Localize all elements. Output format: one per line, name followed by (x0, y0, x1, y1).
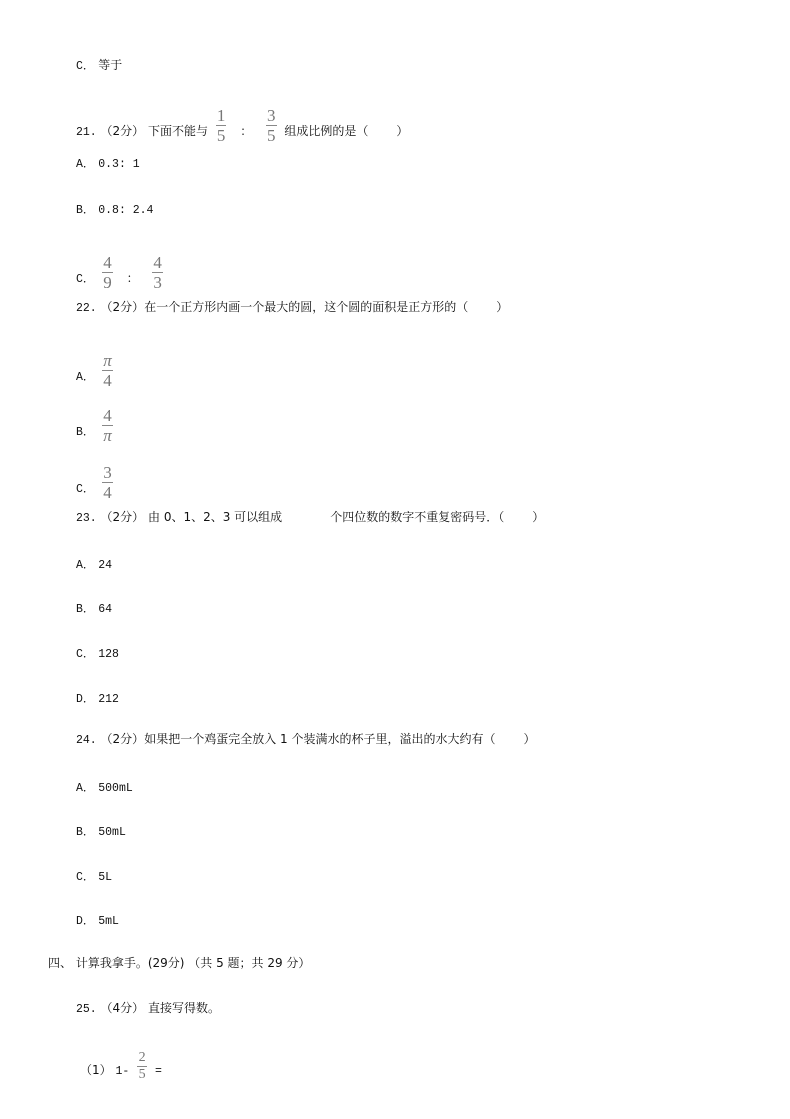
question-stem: 直接写得数。 (148, 1001, 221, 1015)
fraction-3-4: $\frac{3}{4}$ (103, 463, 112, 502)
q21-option-c (76, 253, 167, 297)
fraction-4-9: $\frac{4}{9}$ (103, 253, 112, 292)
fraction-pi-4: $\frac{\pi}{4}$ (103, 351, 112, 390)
option-text: 5mL (98, 915, 119, 928)
q23-option-a (76, 556, 112, 574)
ratio-colon: ： (126, 272, 139, 286)
option-letter: D． (76, 693, 95, 706)
option-letter: D． (76, 915, 95, 928)
question-score: （2分） (100, 124, 145, 138)
question-number: 21. (76, 126, 97, 139)
q22-option-a (76, 351, 117, 395)
question-number: 22. (76, 302, 97, 315)
question-score: （4分） (100, 1001, 145, 1015)
option-letter: C． (76, 483, 95, 496)
question-number: 24. (76, 734, 97, 747)
question-stem-prefix: 下面不能与 (148, 124, 209, 138)
q23-option-d (76, 690, 119, 708)
option-letter: B． (76, 204, 95, 217)
question-score: （2分） (100, 732, 145, 746)
q23-option-c (76, 645, 119, 663)
option-letter: C． (76, 871, 95, 884)
equals-sign: = (154, 1065, 162, 1078)
option-text: 等于 (98, 58, 123, 72)
q24-option-b (76, 823, 126, 841)
q23-stem (76, 509, 544, 527)
fraction-4-3: $\frac{4}{3}$ (153, 253, 162, 292)
q24-stem (76, 731, 535, 749)
q22-option-b (76, 406, 117, 450)
question-stem: 在一个正方形内画一个最大的圆，这个圆的面积是正方形的（ (144, 300, 469, 314)
fraction-1-5: $\frac{1}{5}$ (216, 106, 226, 145)
q25-stem (76, 1000, 220, 1018)
question-number: 25. (76, 1003, 97, 1016)
answer-blank-close: ） (496, 300, 509, 314)
question-stem: 如果把一个鸡蛋完全放入 1 个装满水的杯子里，溢出的水大约有（ (144, 732, 496, 746)
q22-stem (76, 299, 508, 317)
option-letter: C． (76, 60, 95, 73)
option-letter: A． (76, 158, 95, 171)
section-heading (48, 955, 310, 971)
option-letter: A． (76, 782, 95, 795)
q23-option-b (76, 600, 112, 618)
question-stem-suffix: 个四位数的数字不重复密码号．（ (330, 510, 505, 524)
fraction-2-5: $\frac{2}{5}$ (138, 1050, 146, 1082)
answer-blank-close: ） (532, 510, 545, 524)
fraction-4-pi: $\frac{4}{\pi}$ (103, 406, 112, 445)
q24-option-d (76, 912, 119, 930)
option-letter: B． (76, 426, 95, 439)
q21-stem (76, 106, 409, 150)
q21-option-a (76, 155, 140, 173)
option-text: 500mL (98, 782, 133, 795)
option-text: 212 (98, 693, 119, 706)
option-letter: A． (76, 371, 95, 384)
q24-option-c (76, 868, 112, 886)
option-text: 0.8: 2.4 (98, 204, 154, 217)
question-score: （2分） (100, 510, 145, 524)
option-letter: B． (76, 826, 95, 839)
option-letter: B． (76, 603, 95, 616)
q25-subquestion-1 (80, 1050, 162, 1086)
option-text: 5L (98, 871, 113, 884)
q22-option-c (76, 463, 117, 507)
option-letter: C． (76, 273, 95, 286)
option-text: 64 (98, 603, 113, 616)
answer-blank-close: ） (523, 732, 536, 746)
fraction-3-5: $\frac{3}{5}$ (267, 106, 276, 145)
option-text: 0.3: 1 (98, 158, 140, 171)
option-letter: A． (76, 559, 95, 572)
question-stem-prefix: 由 0、1、2、3 可以组成 (148, 510, 283, 524)
question-number: 23. (76, 512, 97, 525)
q24-option-a (76, 779, 133, 797)
expression-prefix: 1- (115, 1065, 130, 1078)
option-text: 128 (98, 648, 119, 661)
question-stem-suffix: 组成比例的是（ (284, 124, 369, 138)
section-title: 四、 计算我拿手。(29分) （共 5 题；共 29 分） (48, 956, 311, 970)
option-text: 50mL (98, 826, 126, 839)
option-text: 24 (98, 559, 113, 572)
option-letter: C． (76, 648, 95, 661)
q20-option-c (76, 57, 122, 75)
answer-blank-close: ） (396, 124, 409, 138)
subquestion-label: （1） (80, 1063, 112, 1077)
question-score: （2分） (100, 300, 145, 314)
ratio-colon: ： (240, 125, 253, 139)
q21-option-b (76, 201, 153, 219)
